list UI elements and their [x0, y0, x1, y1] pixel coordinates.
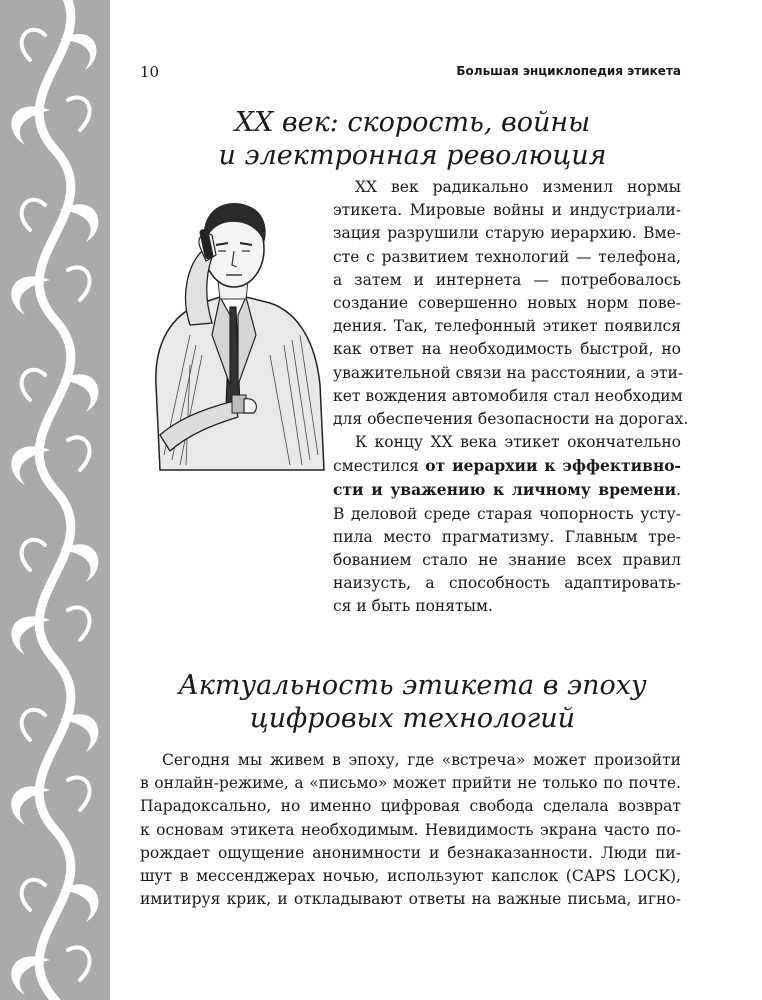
- text-line: шут в мессенджерах ночью, используют капслок (CAPS LOCK),: [140, 867, 681, 886]
- section-title-xx-century: [140, 106, 685, 172]
- text-line: к основам этикета необходимым. Невидимость экрана часто по-: [140, 820, 681, 839]
- text-line: наизусть, а способность адаптировать-: [333, 574, 681, 593]
- man-on-phone-engraving-icon: [150, 185, 326, 475]
- text-line: [333, 478, 681, 502]
- text-line: а затем и интернета — потребовалось: [333, 270, 681, 289]
- text-line: в онлайн-режиме, а «письмо» может прийти не только по почте.: [140, 774, 681, 793]
- text-line: дения. Так, телефонный этикет появился: [333, 317, 681, 336]
- emphasis-text: от иерархии к эффективно-: [425, 456, 681, 476]
- text-line: В деловой среде старая чопорность усту-: [333, 504, 681, 523]
- man-on-phone-illustration: [150, 185, 326, 475]
- text-line: сте с развитием технологий — телефона,: [333, 247, 681, 266]
- text-line: зация разрушили старую иерархию. Вме-: [333, 224, 681, 243]
- text-line: бованием стало не знание всех правил: [333, 551, 681, 570]
- text-line: Сегодня мы живем в эпоху, где «встреча» может произойти: [162, 751, 681, 769]
- text-line: рождает ощущение анонимности и безнаказанности. Люди пи-: [140, 843, 681, 862]
- text-line: XX век радикально изменил нормы: [355, 178, 681, 196]
- text-line: ся и быть понятым.: [333, 597, 493, 616]
- section-title-digital-etiquette: [140, 669, 685, 735]
- text-line: этикета. Мировые войны и индустриали-: [333, 201, 681, 220]
- ornament-border: [0, 0, 110, 1000]
- emphasis-text: сти и уважению к личному времени: [333, 480, 677, 500]
- section-title-line: и электронная революция: [218, 140, 607, 171]
- text-fragment: .: [676, 481, 681, 500]
- paragraph-xx-century-1: [333, 176, 689, 431]
- text-line: К концу XX века этикет окончательно: [355, 433, 681, 451]
- paragraph-digital-etiquette: [140, 749, 681, 911]
- text-line: [333, 454, 681, 478]
- text-line: кет вождения автомобиля стал необходим: [333, 386, 683, 405]
- section-title-line: Актуальность этикета в эпоху: [178, 670, 647, 701]
- text-line: Парадоксально, но именно цифровая свобода сделала возврат: [140, 797, 681, 816]
- text-fragment: сместился: [333, 457, 426, 476]
- text-line: имитируя крик, и откладывают ответы на важные письма, игно-: [140, 890, 681, 909]
- text-line: уважительной связи на расстоянии, а эти-: [333, 363, 684, 382]
- baroque-scroll-ornament-icon: [0, 0, 110, 1000]
- running-title: Большая энциклопедия этикета: [456, 64, 681, 78]
- paragraph-xx-century-2: [333, 431, 681, 619]
- section-title-line: XX век: скорость, войны: [234, 107, 591, 138]
- text-line: для обеспечения безопасности на дорогах.: [333, 410, 689, 429]
- text-line: пила место прагматизму. Главным тре-: [333, 527, 681, 546]
- page-number: 10: [140, 63, 160, 81]
- text-line: как ответ на необходимость быстрой, но: [333, 340, 681, 359]
- section-title-line: цифровых технологий: [249, 703, 576, 734]
- text-line: создание совершенно новых норм пове-: [333, 294, 681, 313]
